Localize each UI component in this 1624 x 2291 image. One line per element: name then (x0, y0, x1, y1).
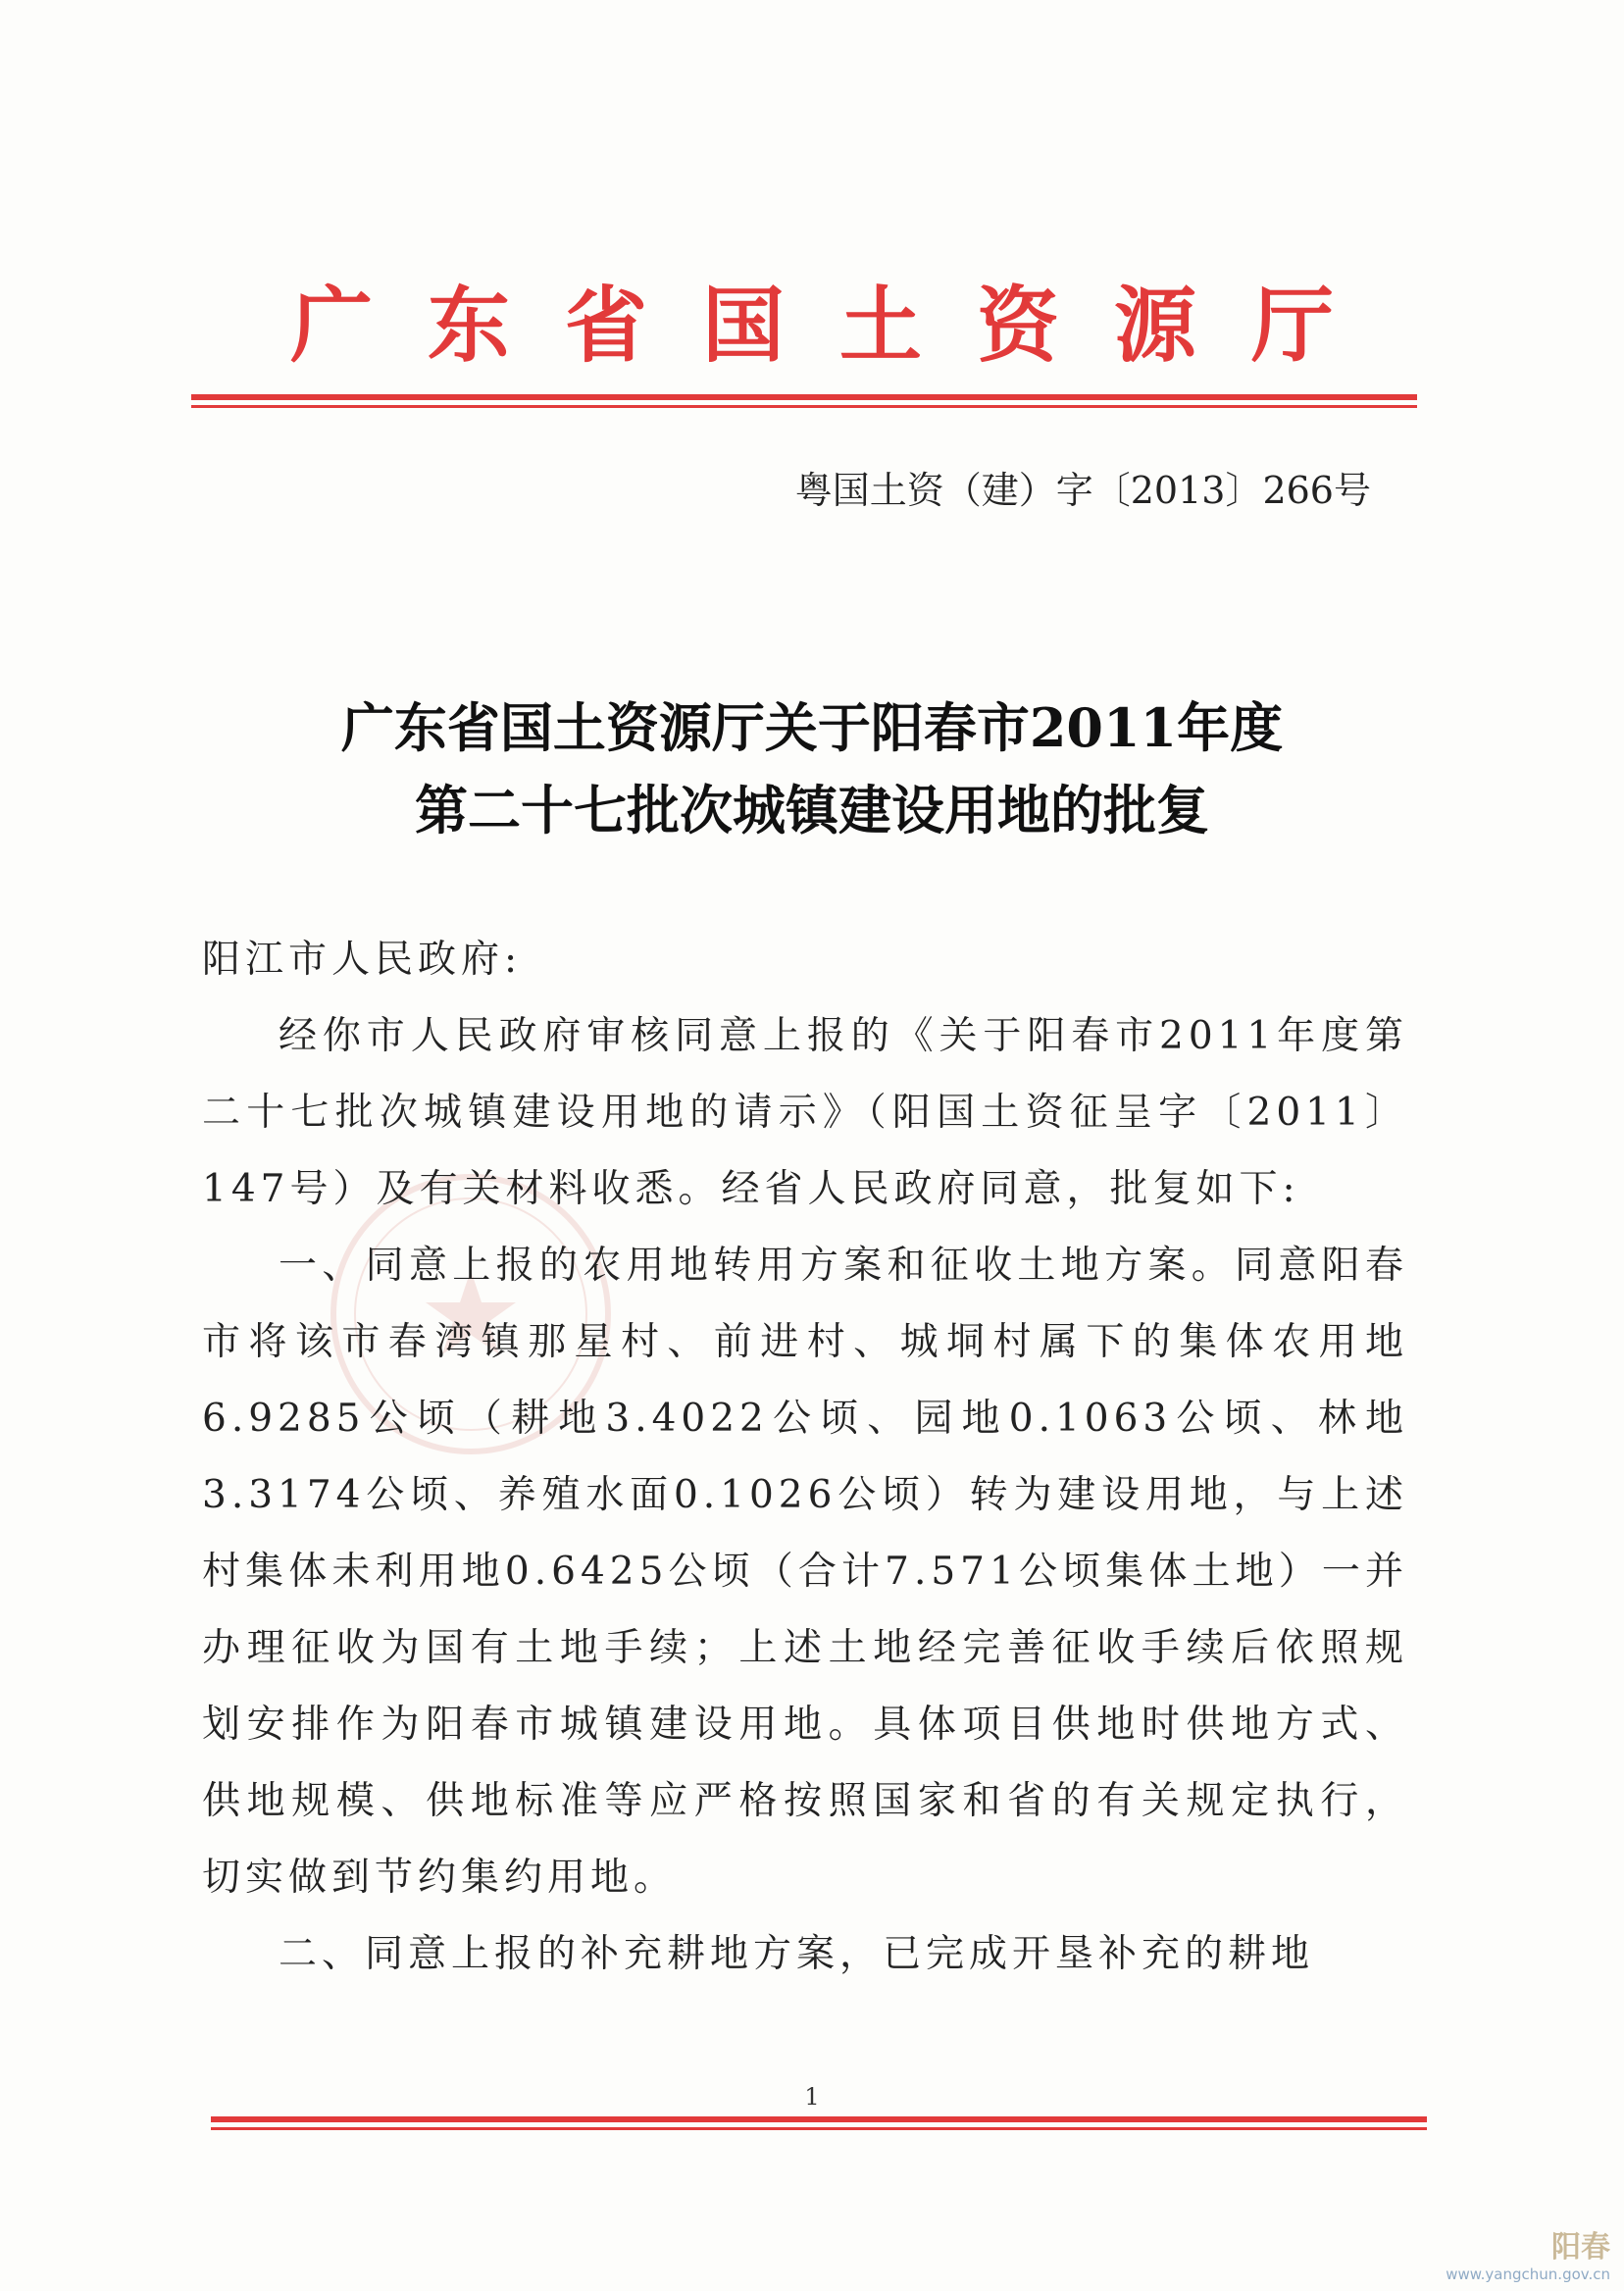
header-red-rule-thick (191, 394, 1417, 400)
site-watermark (1446, 2222, 1610, 2283)
document-title (0, 687, 1624, 851)
document-number: 粤国土资（建）字〔2013〕266号 (794, 469, 1371, 512)
footer-red-rule-thick (211, 2116, 1427, 2122)
document-body (202, 922, 1408, 1993)
header-red-rule-thin (191, 405, 1417, 408)
salutation: 阳江市人民政府: (202, 938, 523, 982)
issuing-authority-header: 广东省国土资源厅 (289, 278, 1389, 374)
watermark-logo: 阳春 (1551, 2230, 1610, 2265)
body-paragraph: 经你市人民政府审核同意上报的《关于阳春市2011年度第二十七批次城镇建设用地的请示》（阳国土资征呈字〔2011〕147号）及有关材料收悉。经省人民政府同意，批复如下: (202, 1014, 1408, 1211)
footer-red-rule-thin (211, 2127, 1427, 2130)
body-paragraph: 一、同意上报的农用地转用方案和征收土地方案。同意阳春市将该市春湾镇那星村、前进村、城垌村属下的集体农用地6.9285公顷（耕地3.4022公顷、园地0.1063公顷、林地3.3174公顷、养殖水面0.1026公顷）转为建设用地，与上述村集体未利用地0.6425公顷（合计7.571公顷集体土地）一并办理征收为国有土地手续；上述土地经完善征收手续后依照规划安排作为阳春市城镇建设用地。具体项目供地时供地方式、供地规模、供地标准等应严格按照国家和省的有关规定执行，切实做到节约集约用地。 (202, 1244, 1408, 1900)
body-paragraph: 二、同意上报的补充耕地方案，已完成开垦补充的耕地 (279, 1932, 1315, 1976)
watermark-url: www.yangchun.gov.cn (1446, 2266, 1610, 2283)
page-number: 1 (804, 2083, 820, 2111)
document-title-line-2: 第二十七批次城镇建设用地的批复 (415, 779, 1209, 841)
document-title-line-1: 广东省国土资源厅关于阳春市2011年度 (340, 696, 1284, 759)
